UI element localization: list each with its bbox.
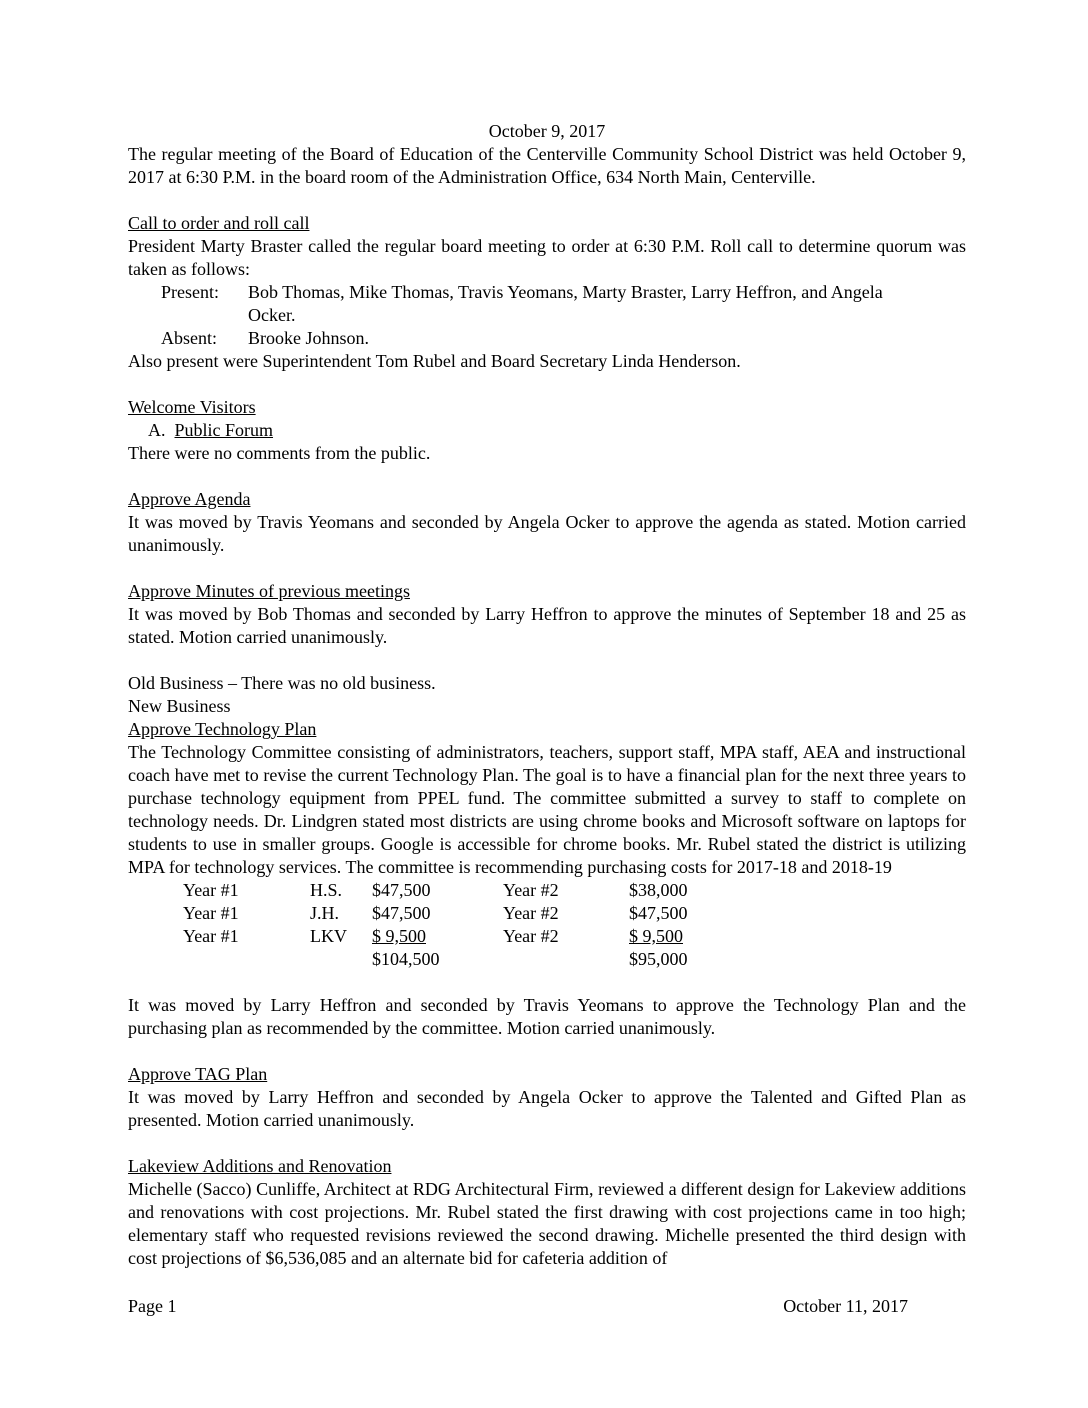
table-row bbox=[183, 879, 709, 902]
totals-row bbox=[183, 948, 709, 971]
lakeview-heading: Lakeview Additions and Renovation bbox=[128, 1156, 392, 1176]
minutes-document bbox=[128, 120, 966, 1270]
old-business-text: Old Business – There was no old business. bbox=[128, 673, 436, 693]
call-to-order-heading: Call to order and roll call bbox=[128, 213, 310, 233]
total2-cell: $95,000 bbox=[629, 949, 688, 969]
school-cell: H.S. bbox=[310, 880, 343, 900]
lakeview-text: Michelle (Sacco) Cunliffe, Architect at RDG Architectural Firm, reviewed a different design for Lakeview additions and renovations with cost projections. Mr. Rubel stated the first drawing with cost projections came in too high; elementary staff who requested revisions reviewed the second drawing. Michelle presented the third design with cost projections of $6,536,085 and an alternate bid for cafeteria addition of bbox=[128, 1179, 966, 1268]
technology-heading: Approve Technology Plan bbox=[128, 719, 317, 739]
absent-row bbox=[128, 327, 966, 350]
page-number: Page 1 bbox=[128, 1296, 177, 1316]
technology-motion: It was moved by Larry Heffron and seconded by Travis Yeomans to approve the Technology Plan and the purchasing plan as recommended by the committee. Motion carried unanimously. bbox=[128, 995, 966, 1038]
technology-costs-table bbox=[183, 879, 709, 971]
also-present-text: Also present were Superintendent Tom Rubel and Board Secretary Linda Henderson. bbox=[128, 351, 741, 371]
new-business-heading: New Business bbox=[128, 696, 231, 716]
intro-paragraph: The regular meeting of the Board of Education of the Centerville Community School District was held October 9, 2017 at 6:30 P.M. in the board room of the Administration Office, 634 North Main, Centerville. bbox=[128, 144, 966, 187]
school-cell: LKV bbox=[310, 926, 347, 946]
present-row bbox=[128, 281, 966, 327]
amount2-cell: $38,000 bbox=[629, 880, 688, 900]
tag-heading: Approve TAG Plan bbox=[128, 1064, 268, 1084]
amount1-cell: $47,500 bbox=[372, 903, 431, 923]
year2-cell: Year #2 bbox=[503, 880, 559, 900]
year2-cell: Year #2 bbox=[503, 926, 559, 946]
tag-text: It was moved by Larry Heffron and seconded by Angela Ocker to approve the Talented and Gifted Plan as presented. Motion carried unanimously. bbox=[128, 1087, 966, 1130]
present-label: Present: bbox=[161, 282, 219, 302]
amount1-cell: $ 9,500 bbox=[372, 926, 426, 946]
meeting-date: October 9, 2017 bbox=[488, 121, 606, 141]
footer-date: October 11, 2017 bbox=[783, 1296, 908, 1316]
year1-cell: Year #1 bbox=[183, 926, 239, 946]
year1-cell: Year #1 bbox=[183, 880, 239, 900]
amount2-cell: $ 9,500 bbox=[629, 926, 683, 946]
amount2-cell: $47,500 bbox=[629, 903, 688, 923]
absent-label: Absent: bbox=[161, 328, 217, 348]
approve-agenda-heading: Approve Agenda bbox=[128, 489, 251, 509]
approve-minutes-text: It was moved by Bob Thomas and seconded by Larry Heffron to approve the minutes of September 18 and 25 as stated. Motion carried unanimously. bbox=[128, 604, 966, 647]
approve-agenda-text: It was moved by Travis Yeomans and seconded by Angela Ocker to approve the agenda as stated. Motion carried unanimously. bbox=[128, 512, 966, 555]
public-forum-letter: A. bbox=[148, 420, 166, 440]
total1-cell: $104,500 bbox=[372, 949, 440, 969]
welcome-heading: Welcome Visitors bbox=[128, 397, 256, 417]
year1-cell: Year #1 bbox=[183, 903, 239, 923]
approve-minutes-heading: Approve Minutes of previous meetings bbox=[128, 581, 410, 601]
welcome-text: There were no comments from the public. bbox=[128, 443, 431, 463]
table-row bbox=[183, 902, 709, 925]
table-row bbox=[183, 925, 709, 948]
amount1-cell: $47,500 bbox=[372, 880, 431, 900]
page-footer bbox=[128, 1295, 908, 1318]
call-to-order-text: President Marty Braster called the regular board meeting to order at 6:30 P.M. Roll call to determine quorum was taken as follows: bbox=[128, 236, 966, 279]
school-cell: J.H. bbox=[310, 903, 340, 923]
technology-text: The Technology Committee consisting of administrators, teachers, support staff, MPA staff, AEA and instructional coach have met to revise the current Technology Plan. The goal is to have a financial plan for the next three years to purchase technology equipment from PPEL fund. The committee submitted a survey to staff to complete on technology needs. Dr. Lindgren stated most districts are using chrome books and Microsoft software on laptops for students to use in smaller groups. Google is accessible for chrome books. Mr. Rubel stated the district is utilizing MPA for technology services. The committee is recommending purchasing costs for 2017-18 and 2018-19 bbox=[128, 742, 966, 877]
year2-cell: Year #2 bbox=[503, 903, 559, 923]
absent-value: Brooke Johnson. bbox=[248, 328, 369, 348]
present-value: Bob Thomas, Mike Thomas, Travis Yeomans, Marty Braster, Larry Heffron, and Angela Ocker. bbox=[248, 282, 883, 325]
public-forum-label: Public Forum bbox=[174, 420, 274, 440]
public-forum-item bbox=[128, 419, 966, 442]
